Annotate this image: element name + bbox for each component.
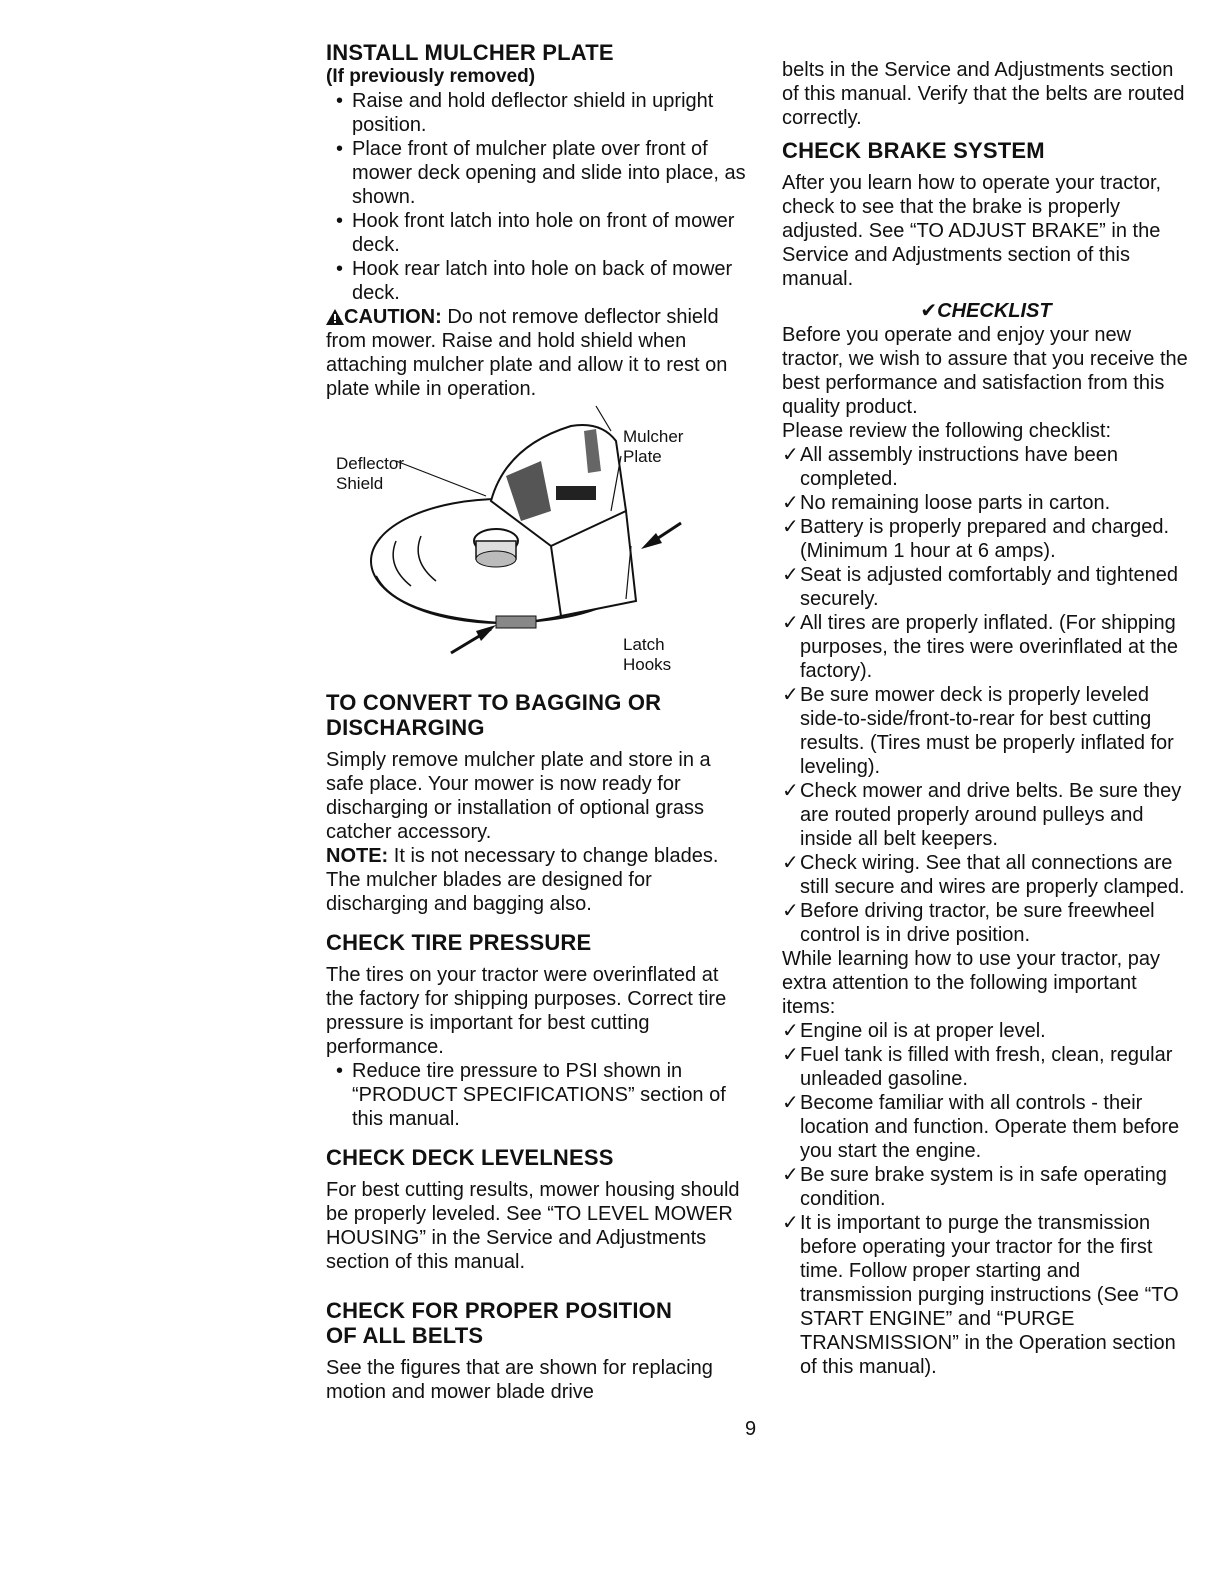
bullet-icon: • (336, 138, 344, 160)
list-item: • Hook rear latch into hole on back of mower deck. (336, 258, 733, 304)
mulcher-plate-figure (326, 401, 706, 674)
list-item: • Place front of mulcher plate over front of mower deck opening and slide into place, as shown. (336, 138, 746, 208)
bullet-icon: • (336, 210, 344, 232)
list-item: ✓ All assembly instructions have been completed. (782, 444, 1118, 490)
figure-label-mulcher: Mulcher (623, 427, 684, 446)
check-icon: ✓ (782, 444, 799, 466)
list-item: • Raise and hold deflector shield in upright position. (336, 90, 714, 136)
list-item: ✓ It is important to purge the transmission before operating your tractor for the first time. Follow proper starting and transmission purging instructions (See “TO START ENGINE” and “PURGE TRANSMISSION” in the Operation section of this manual). (782, 1212, 1179, 1378)
check-icon: ✓ (782, 1212, 799, 1234)
caution-text: Do not remove deflector shield from mower. Raise and hold shield when attaching mulcher plate and allow it to rest on plate while in operation. (326, 306, 728, 400)
list-item: ✓ Be sure mower deck is properly leveled side-to-side/front-to-rear for best cutting results. (Tires must be properly inflated for leveling). (782, 684, 1174, 778)
list-item: ✓ Seat is adjusted comfortably and tightened securely. (782, 564, 1179, 610)
check-icon: ✓ (782, 564, 799, 586)
bullet-icon: • (336, 258, 344, 280)
deck-title: CHECK DECK LEVELNESS (326, 1145, 614, 1170)
figure-label-plate: Plate (623, 447, 662, 466)
page-number: 9 (745, 1418, 757, 1440)
bullet-icon: • (336, 1060, 344, 1082)
check-icon: ✓ (782, 1044, 799, 1066)
check-icon: ✓ (782, 852, 799, 874)
belts-body: See the figures that are shown for replacing motion and mower blade drive (326, 1357, 713, 1403)
note-label: NOTE: (326, 845, 389, 867)
list-item: ✓ Battery is properly prepared and charged. (Minimum 1 hour at 6 amps). (782, 516, 1170, 562)
check-mark-icon: ✔ (920, 300, 938, 322)
checklist-learning: While learning how to use your tractor, pay extra attention to the following important items: (782, 948, 1160, 1018)
list-item: ✓ Engine oil is at proper level. (782, 1020, 1046, 1042)
tire-title: CHECK TIRE PRESSURE (326, 930, 592, 955)
check-icon: ✓ (782, 492, 799, 514)
check-icon: ✓ (782, 1020, 799, 1042)
convert-title-line2: DISCHARGING (326, 715, 485, 740)
note-paragraph (326, 844, 746, 916)
list-item: ✓ Be sure brake system is in safe operating condition. (782, 1164, 1167, 1210)
check-icon: ✓ (782, 612, 799, 634)
check-icon: ✓ (782, 900, 799, 922)
belts-continued: belts in the Service and Adjustments section of this manual. Verify that the belts are routed correctly. (782, 59, 1185, 129)
deck-body: For best cutting results, mower housing should be properly leveled. See “TO LEVEL MOWER HOUSING” in the Service and Adjustments section of this manual. (326, 1179, 740, 1273)
belts-title-line2: OF ALL BELTS (326, 1323, 484, 1348)
figure-label-shield: Shield (336, 474, 384, 493)
list-item: ✓ Become familiar with all controls - their location and function. Operate them before you start the engine. (782, 1092, 1180, 1162)
list-item: ✓ Fuel tank is filled with fresh, clean, regular unleaded gasoline. (782, 1044, 1173, 1090)
tire-body: The tires on your tractor were overinflated at the factory for shipping purposes. Correct tire pressure is important for best cutting performance. (326, 964, 727, 1058)
list-item: ✓ Check wiring. See that all connections are still secure and wires are properly clamped. (782, 852, 1185, 898)
list-item: • Hook front latch into hole on front of mower deck. (336, 210, 735, 256)
caution-paragraph (326, 305, 746, 401)
bullet-icon: • (336, 90, 344, 112)
list-item: ✓ Before driving tractor, be sure freewheel control is in drive position. (782, 900, 1155, 946)
brake-body: After you learn how to operate your tractor, check to see that the brake is properly adjusted. See “TO ADJUST BRAKE” in the Service and Adjustments section of this manual. (782, 172, 1162, 290)
figure-label-latch: Latch (623, 635, 665, 654)
mulcher-subtitle: (If previously removed) (326, 66, 536, 87)
check-icon: ✓ (782, 1092, 799, 1114)
check-icon: ✓ (782, 1164, 799, 1186)
left-column (326, 40, 746, 1404)
checklist-intro: Before you operate and enjoy your new tractor, we wish to assure that you receive the best performance and satisfaction from this quality product. (782, 324, 1188, 418)
list-item: • Reduce tire pressure to PSI shown in “PRODUCT SPECIFICATIONS” section of this manual. (336, 1060, 726, 1130)
list-item: ✓ No remaining loose parts in carton. (782, 492, 1111, 514)
important-items (782, 1019, 1190, 1379)
warning-triangle-icon (326, 307, 344, 323)
check-icon: ✓ (782, 780, 799, 802)
checklist-items (782, 443, 1190, 947)
caution-label: CAUTION: (344, 306, 442, 328)
check-icon: ✓ (782, 684, 799, 706)
checklist-title: ✔CHECKLIST (920, 300, 1052, 322)
mulcher-title: INSTALL MULCHER PLATE (326, 40, 614, 65)
note-text: It is not necessary to change blades. The mulcher blades are designed for discharging and bagging also. (326, 845, 719, 915)
list-item: ✓ Check mower and drive belts. Be sure they are routed properly around pulleys and inside all belt keepers. (782, 780, 1182, 850)
right-column (782, 58, 1190, 1379)
convert-title-line1: TO CONVERT TO BAGGING OR (326, 690, 662, 715)
belts-title-line1: CHECK FOR PROPER POSITION (326, 1298, 673, 1323)
check-icon: ✓ (782, 516, 799, 538)
figure-label-deflector: Deflector (336, 454, 405, 473)
brake-title: CHECK BRAKE SYSTEM (782, 138, 1045, 163)
list-item: ✓ All tires are properly inflated. (For shipping purposes, the tires were overinflated at the factory). (782, 612, 1178, 682)
mulcher-steps (326, 89, 746, 305)
figure-label-hooks: Hooks (623, 655, 672, 674)
checklist-review: Please review the following checklist: (782, 420, 1112, 442)
tire-steps (326, 1059, 746, 1131)
convert-body: Simply remove mulcher plate and store in a safe place. Your mower is now ready for discharging or installation of optional grass catcher accessory. (326, 749, 711, 843)
